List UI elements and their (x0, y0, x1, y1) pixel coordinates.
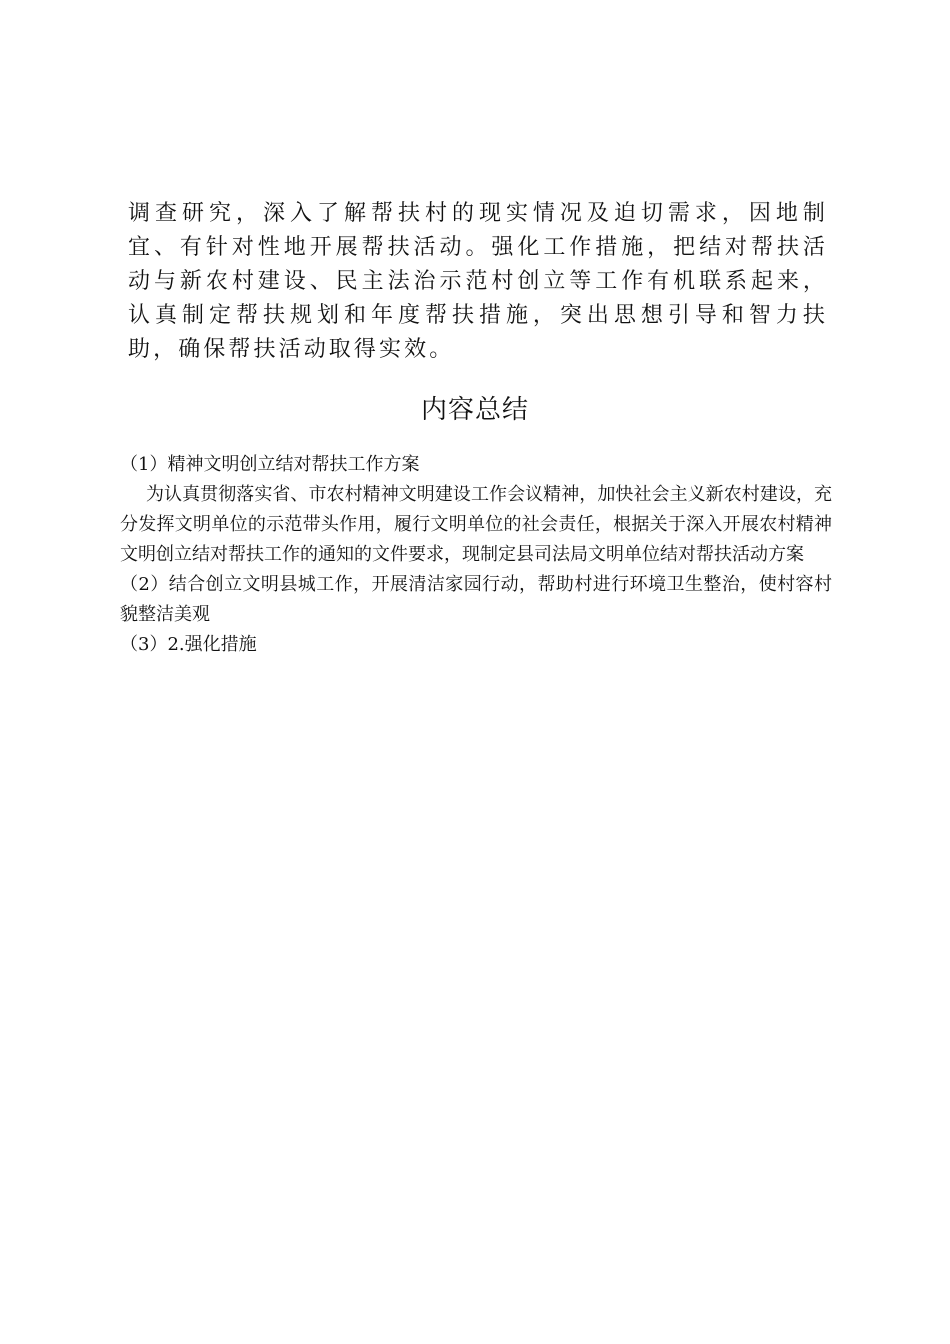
summary-item-1-body: 为认真贯彻落实省、市农村精神文明建设工作会议精神，加快社会主义新农村建设，充分发挥文明单位的示范带头作用，履行文明单位的社会责任，根据关于深入开展农村精神文明创立结对帮扶工作的通知的文件要求，现制定县司法局文明单位结对帮扶活动方案 (120, 484, 832, 565)
intro-paragraph: 调查研究，深入了解帮扶村的现实情况及迫切需求，因地制宜、有针对性地开展帮扶活动。强化工作措施，把结对帮扶活动与新农村建设、民主法治示范村创立等工作有机联系起来，认真制定帮扶规划和年度帮扶措施，突出思想引导和智力扶助，确保帮扶活动取得实效。 (128, 201, 828, 362)
summary-title: 内容总结 (420, 394, 529, 425)
summary-item-3: （3）2.强化措施 (120, 634, 257, 655)
summary-item-2: （2）结合创立文明县城工作，开展清洁家园行动，帮助村进行环境卫生整治，使村容村貌整洁美观 (120, 574, 832, 625)
summary-list (120, 450, 832, 660)
summary-item-1-heading: （1）精神文明创立结对帮扶工作方案 (120, 454, 420, 475)
